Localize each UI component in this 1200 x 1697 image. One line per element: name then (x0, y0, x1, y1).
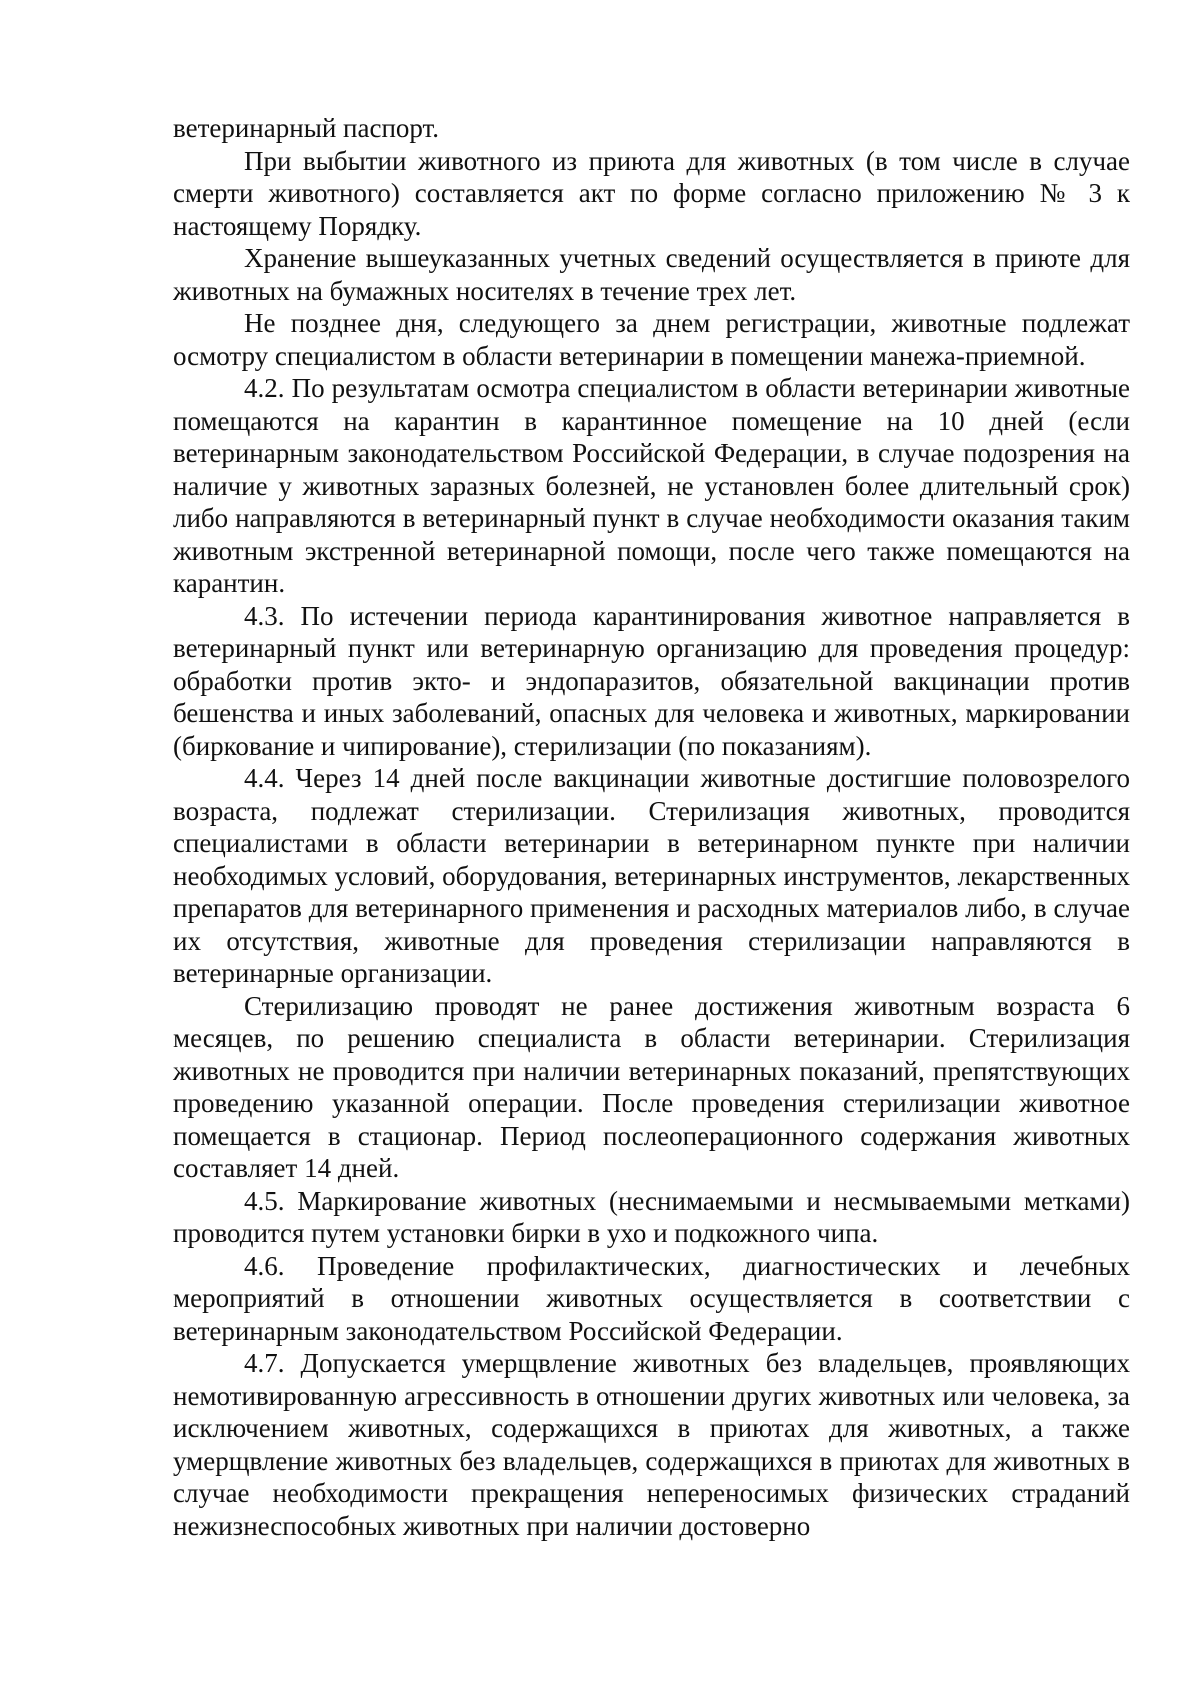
paragraph-4-4-sterilization: 4.4. Через 14 дней после вакцинации животные достигшие половозрелого возраста, подлежат стерилизации. Стерилизация животных, проводится специалистами в области ветеринарии в ветеринарном пункте при наличии необходимых условий, оборудования, ветеринарных инструментов, лекарственных препаратов для ветеринарного применения и расходных материалов либо, в случае их отсутствия, животные для проведения стерилизации направляются в ветеринарные организации. (173, 763, 1130, 988)
paragraph-continuation: ветеринарный паспорт. (173, 113, 440, 143)
document-page (173, 112, 1130, 1542)
paragraph-sterilization-age: Стерилизацию проводят не ранее достижения животным возраста 6 месяцев, по решению специалиста в области ветеринарии. Стерилизация животных не проводится при наличии ветеринарных показаний, препятствующих проведению указанной операции. После проведения стерилизации животное помещается в стационар. Период послеоперационного содержания животных составляет 14 дней. (173, 990, 1130, 1183)
paragraph-records-storage: Хранение вышеуказанных учетных сведений осуществляется в приюте для животных на бумажных носителях в течение трех лет. (173, 243, 1130, 306)
paragraph-4-2-quarantine: 4.2. По результатам осмотра специалистом в области ветеринарии животные помещаются на карантин в карантинное помещение на 10 дней (если ветеринарным законодательством Российской Федерации, в случае подозрения на наличие у животных заразных болезней, не установлен более длительный срок) либо направляются в ветеринарный пункт в случае необходимости оказания таким животным экстренной ветеринарной помощи, после чего также помещаются на карантин. (173, 373, 1130, 598)
paragraph-4-3-procedures: 4.3. По истечении периода карантинирования животное направляется в ветеринарный пункт или ветеринарную организацию для проведения процедур: обработки против экто- и эндопаразитов, обязательной вакцинации против бешенства и иных заболеваний, опасных для человека и животных, маркировании (биркование и чипирование), стерилизации (по показаниям). (173, 600, 1130, 761)
paragraph-4-6-preventive-measures: 4.6. Проведение профилактических, диагностических и лечебных мероприятий в отношении животных осуществляется в соответствии с ветеринарным законодательством Российской Федерации. (173, 1250, 1130, 1346)
paragraph-4-5-marking: 4.5. Маркирование животных (неснимаемыми и несмываемыми метками) проводится путем установки бирки в ухо и подкожного чипа. (173, 1185, 1130, 1248)
paragraph-inspection: Не позднее дня, следующего за днем регистрации, животные подлежат осмотру специалистом в области ветеринарии в помещении манежа-приемной. (173, 308, 1130, 371)
paragraph-departure-act: При выбытии животного из приюта для животных (в том числе в случае смерти животного) составляется акт по форме согласно приложению № 3 к настоящему Порядку. (173, 145, 1130, 241)
paragraph-4-7-euthanasia: 4.7. Допускается умерщвление животных без владельцев, проявляющих немотивированную агрессивность в отношении других животных или человека, за исключением животных, содержащихся в приютах для животных, а также умерщвление животных без владельцев, содержащихся в приютах для животных в случае необходимости прекращения непереносимых физических страданий нежизнеспособных животных при наличии достоверно (173, 1348, 1130, 1541)
